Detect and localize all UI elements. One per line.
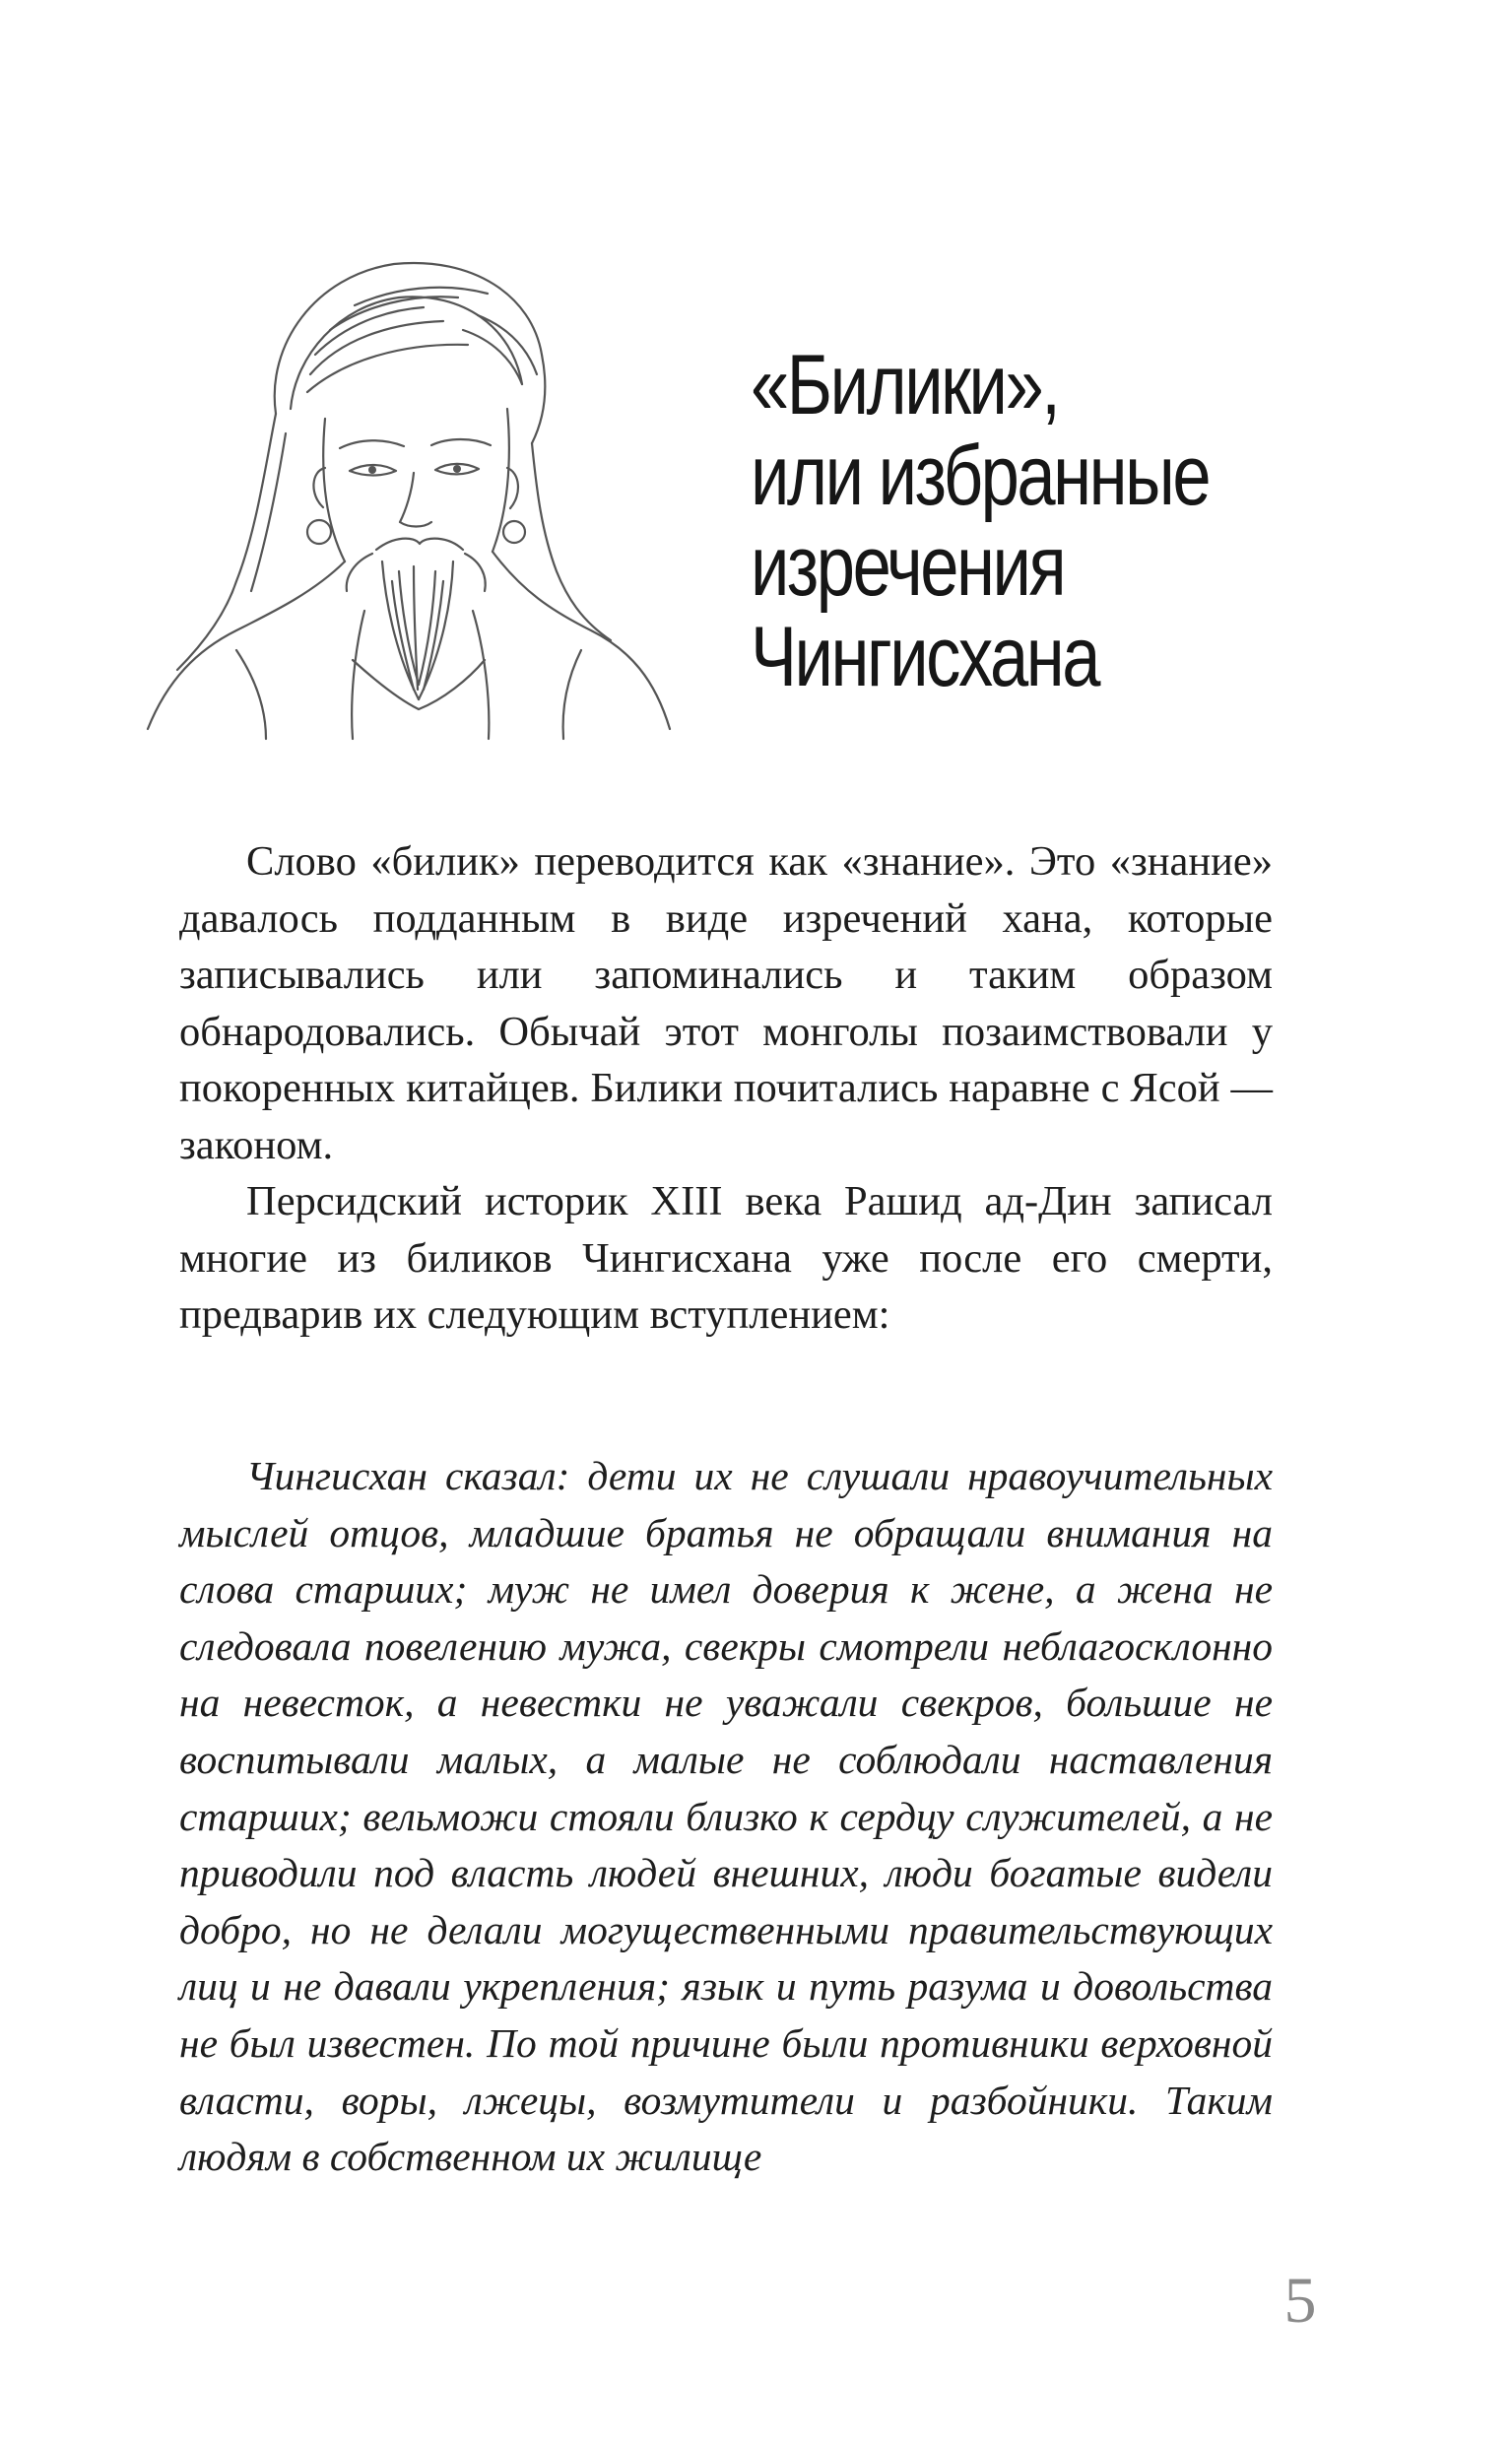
italic-quote (179, 1448, 1273, 2186)
genghis-khan-portrait-illustration (118, 236, 690, 749)
page-number: 5 (1283, 2265, 1317, 2337)
chapter-title-line: изречения (751, 519, 1065, 614)
body-text (179, 833, 1273, 1344)
quote-paragraph: Чингисхан сказал: дети их не слушали нравоучительных мыслей отцов, младшие братья не обращали внимания на слова старших; муж не имел доверия к жене, а жена не следовала повелению мужа, свекры смотрели неблагосклонно на невесток, а невестки не уважали свекров, большие не воспитывали малых, а малые не соблюдали наставления старших; вельможи стояли близко к сердцу служителей, а не приводили под власть людей внешних, люди богатые видели добро, но не делали могущественными правительствующих лиц и не давали укрепления; язык и путь разума и довольства не был известен. По той причине были противники верховной власти, воры, лжецы, возмутители и разбойники. Таким людям в собственном их жилище (179, 1453, 1273, 2180)
paragraph: Слово «билик» переводится как «знание». Это «знание» давалось подданным в виде изречений хана, которые записывались или запоминались и таким образом обнародовались. Обычай этот монголы позаимствовали у покоренных китайцев. Билики почитались наравне с Ясой — законом. (179, 838, 1273, 1168)
chapter-title-line: «Билики», (751, 338, 1059, 432)
chapter-title (751, 340, 1268, 702)
chapter-title-line: или избранные (751, 429, 1210, 523)
chapter-title-line: Чингисхана (751, 610, 1098, 704)
paragraph: Персидский историк XIII века Рашид ад-Дин записал многие из биликов Чингисхана уже после его смерти, предварив их следующим вступлением: (179, 1178, 1273, 1338)
